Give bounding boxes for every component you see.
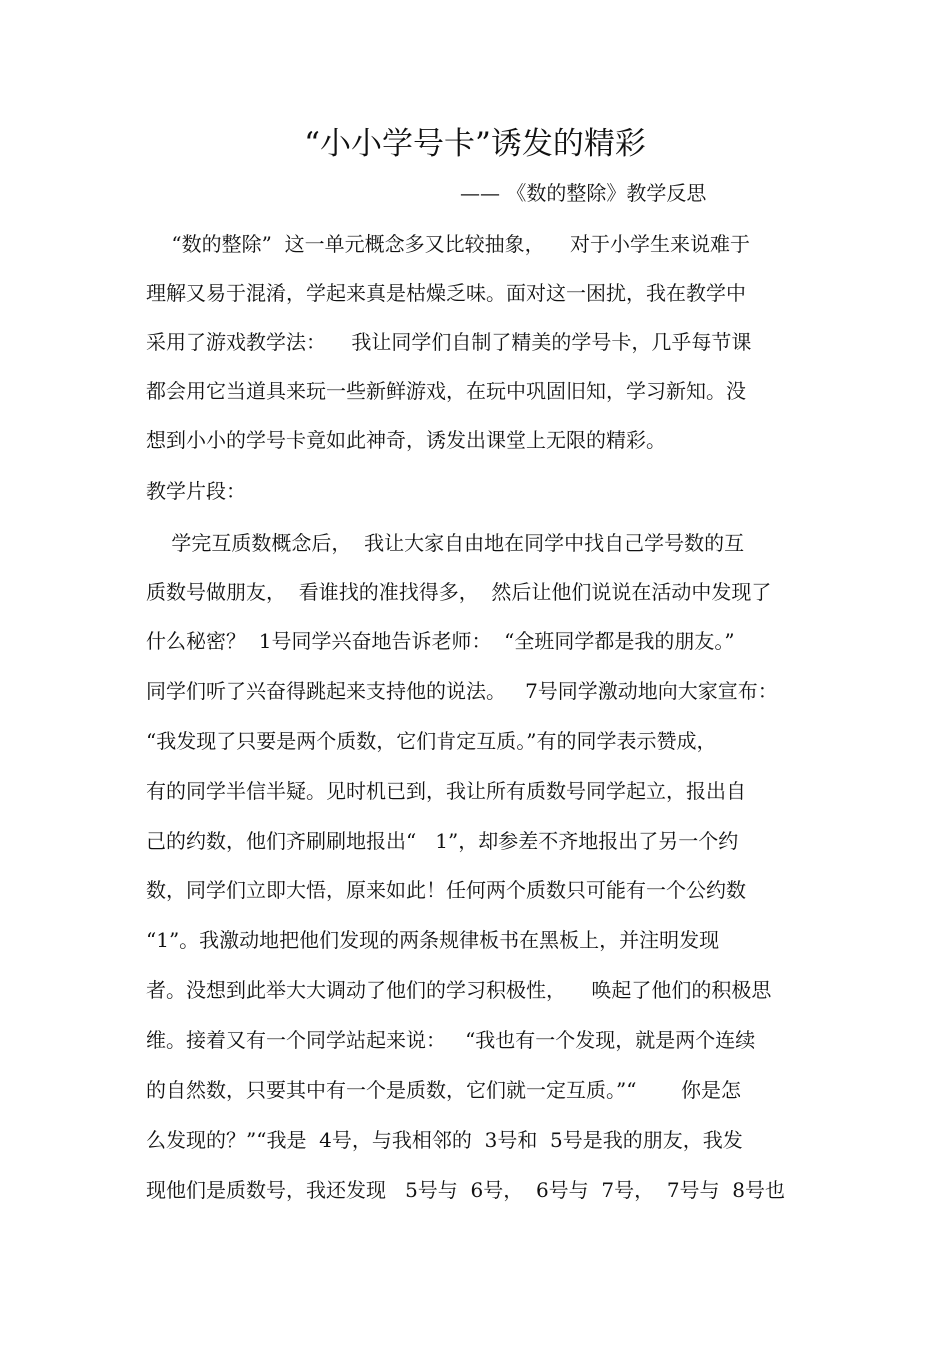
body-line: 质数号做朋友， 看谁找的准找得多， 然后让他们说说在活动中发现了 bbox=[146, 580, 772, 604]
body-line: 么发现的？”“我是 4号，与我相邻的 3号和 5号是我的朋友，我发 bbox=[146, 1128, 743, 1152]
body-line: 的自然数，只要其中有一个是质数，它们就一定互质。”“ 你是怎 bbox=[146, 1078, 741, 1102]
section-label: 教学片段： bbox=[146, 479, 246, 503]
body-line: 学完互质数概念后， 我让大家自由地在同学中找自己学号数的互 bbox=[146, 531, 745, 555]
body-line: 者。没想到此举大大调动了他们的学习积极性， 唤起了他们的积极思 bbox=[146, 978, 772, 1002]
body-line: 采用了游戏教学法： 我让同学们自制了精美的学号卡，几乎每节课 bbox=[146, 330, 752, 354]
body-line: 数，同学们立即大悟，原来如此！任何两个质数只可能有一个公约数 bbox=[146, 878, 746, 902]
body-line: 都会用它当道具来玩一些新鲜游戏，在玩中巩固旧知，学习新知。没 bbox=[146, 379, 746, 403]
document-title: “小小学号卡”诱发的精彩 bbox=[304, 126, 646, 162]
body-line: 现他们是质数号，我还发现 5号与 6号， 6号与 7号， 7号与 8号也 bbox=[146, 1178, 785, 1202]
body-line: 同学们听了兴奋得跳起来支持他的说法。 7号同学激动地向大家宣布： bbox=[146, 679, 778, 703]
document-subtitle: —— 《数的整除》教学反思 bbox=[460, 181, 707, 205]
body-line: 什么秘密？ 1号同学兴奋地告诉老师： “全班同学都是我的朋友。” bbox=[146, 629, 735, 653]
body-line: 有的同学半信半疑。见时机已到，我让所有质数号同学起立，报出自 bbox=[146, 779, 746, 803]
body-line: “1”。我激动地把他们发现的两条规律板书在黑板上，并注明发现 bbox=[146, 928, 720, 952]
body-line: 想到小小的学号卡竟如此神奇，诱发出课堂上无限的精彩。 bbox=[146, 428, 666, 452]
body-line: “我发现了只要是两个质数，它们肯定互质。”有的同学表示赞成， bbox=[146, 729, 717, 753]
body-line: 理解又易于混淆，学起来真是枯燥乏味。面对这一困扰，我在教学中 bbox=[146, 281, 746, 305]
body-line: 维。接着又有一个同学站起来说： “我也有一个发现，就是两个连续 bbox=[146, 1028, 756, 1052]
body-line: “数的整除” 这一单元概念多又比较抽象， 对于小学生来说难于 bbox=[146, 232, 751, 256]
body-line: 己的约数，他们齐刷刷地报出“ 1”，却参差不齐地报出了另一个约 bbox=[146, 829, 739, 853]
